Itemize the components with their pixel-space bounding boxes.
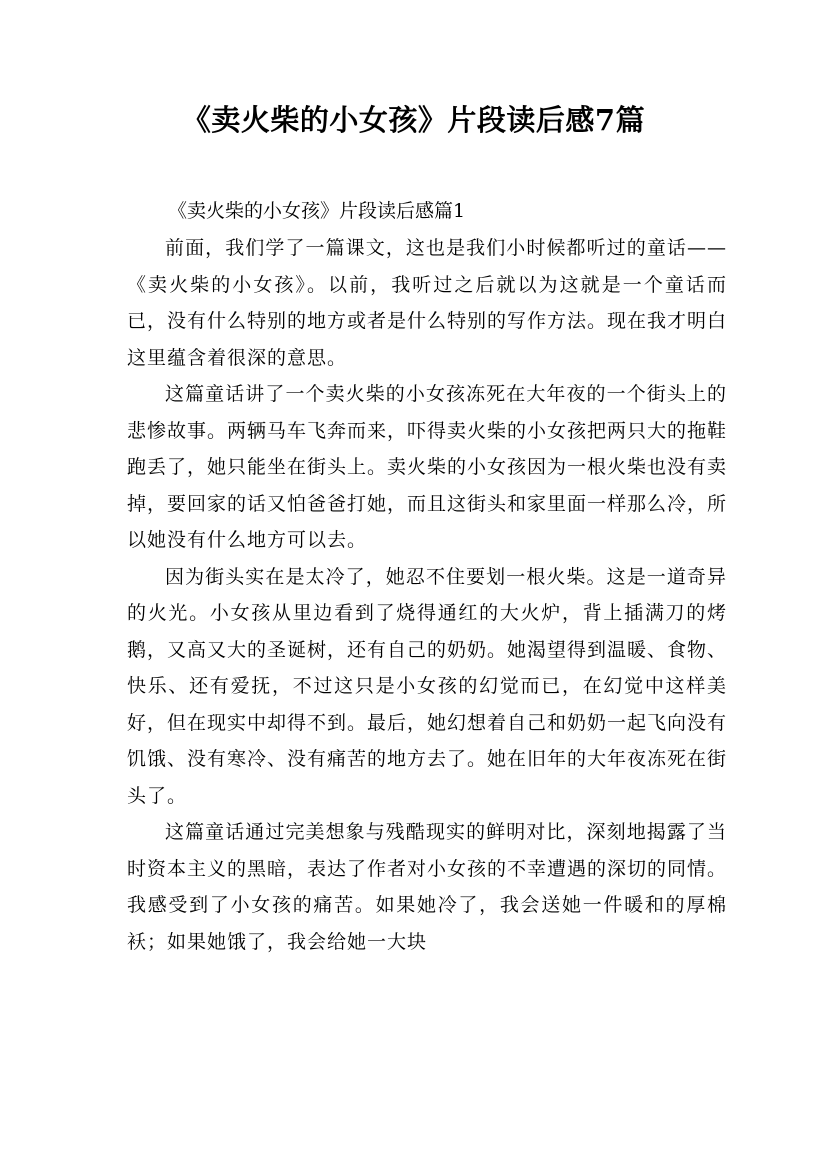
document-title: 《卖火柴的小女孩》片段读后感7篇 [181,103,646,137]
paragraph-2: 这篇童话讲了一个卖火柴的小女孩冻死在大年夜的一个街头上的悲惨故事。两辆马车飞奔而来，吓得卖火柴的小女孩把两只大的拖鞋跑丢了，她只能坐在街头上。卖火柴的小女孩因为一根火柴也没有卖掉，要回家的话又怕爸爸打她，而且这街头和家里面一样那么冷，所以她没有什么地方可以去。 [127,383,728,551]
document-body [127,230,727,960]
paragraph-3: 因为街头实在是太冷了，她忍不住要划一根火柴。这是一道奇异的火光。小女孩从里边看到了烧得通红的大火炉，背上插满刀的烤鹅，又高又大的圣诞树，还有自己的奶奶。她渴望得到温暖、食物、快乐、还有爱抚，不过这只是小女孩的幻觉而已，在幻觉中这样美好，但在现实中却得不到。最后，她幻想着自己和奶奶一起飞向没有饥饿、没有寒冷、没有痛苦的地方去了。她在旧年的大年夜冻死在街头了。 [127,565,728,807]
paragraph-4: 这篇童话通过完美想象与残酷现实的鲜明对比，深刻地揭露了当时资本主义的黑暗，表达了作者对小女孩的不幸遭遇的深切的同情。我感受到了小女孩的痛苦。如果她冷了，我会送她一件暖和的厚棉袄；如果她饿了，我会给她一大块 [127,821,728,953]
paragraph-1: 前面，我们学了一篇课文，这也是我们小时候都听过的童话——《卖火柴的小女孩》。以前，我听过之后就以为这就是一个童话而已，没有什么特别的地方或者是什么特别的写作方法。现在我才明白这里蕴含着很深的意思。 [127,237,728,369]
section-heading: 《卖火柴的小女孩》片段读后感篇1 [168,200,466,222]
